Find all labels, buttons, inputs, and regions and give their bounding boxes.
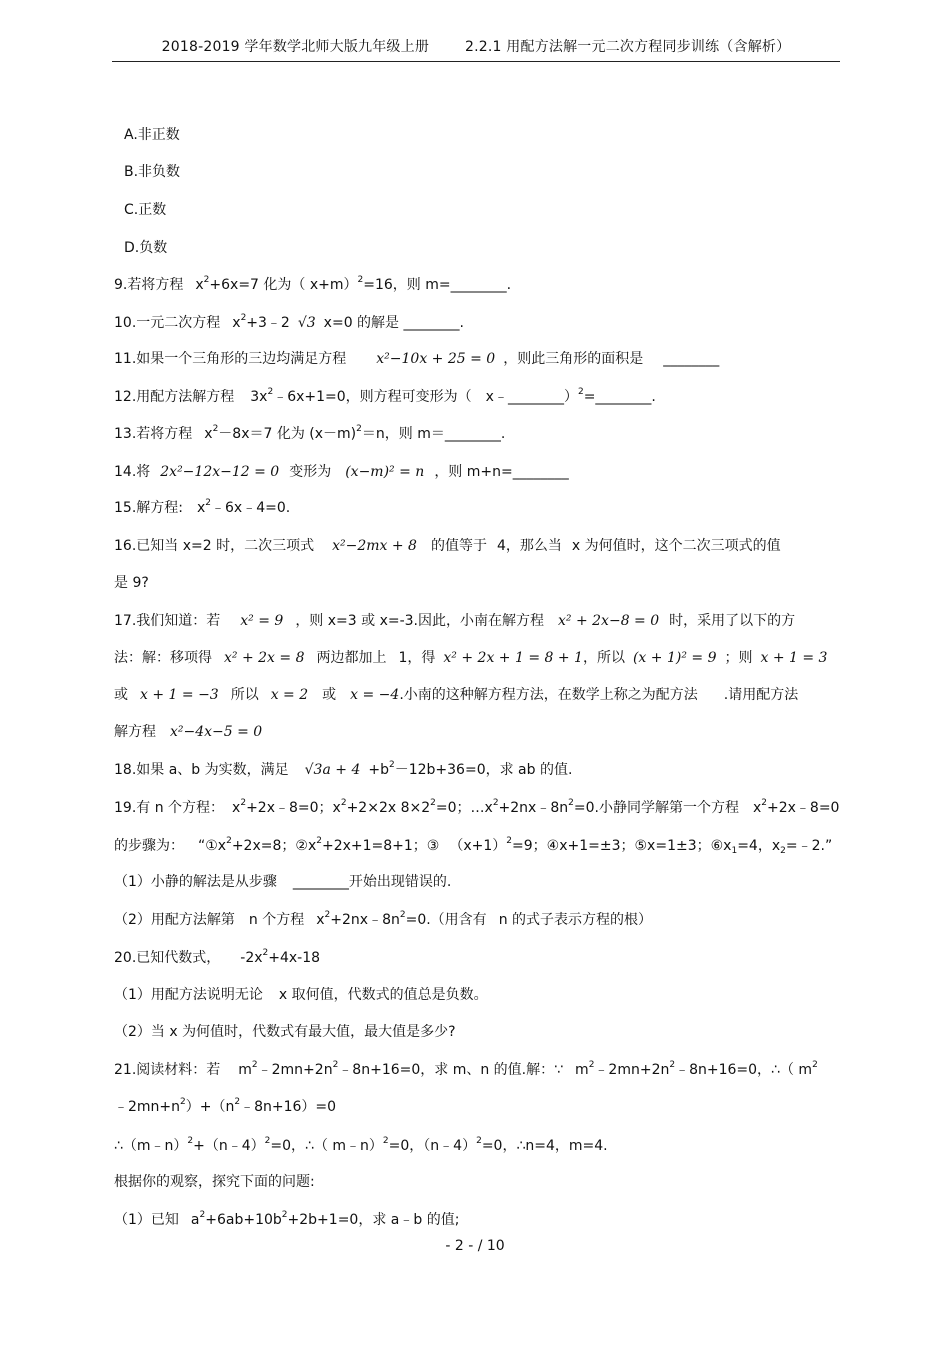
question-16: 16.已知当 x=2 时，二次三项式 x²−2mx + 8 的值等于 4，那么当 x 为何值时，这个二次三项式的值 [114,538,781,554]
equation-16: x²−2mx + 8 [332,538,417,554]
question-19-part1: （1）小静的解法是从步骤 ________开始出现错误的. [114,874,452,890]
question-15: 15.解方程: $x^2﹣6x﹣4=0$. [114,498,291,516]
question-21: 21.阅读材料：若 $m^2﹣2mn+2n^2﹣8n+16=0$，求 m、n 的值.解：∵ $m^2﹣2mn+2n^2﹣8n+16=0$，∴（ $m^2$ [114,1060,818,1078]
header-rule [112,61,840,62]
question-20: 20.已知代数式， $-2x^2+4x-18$ [114,948,321,966]
equation-11: x²−10x + 25 = 0 [376,351,496,367]
question-20-part2: （2）当 x 为何值时，代数式有最大值，最大值是多少? [114,1024,456,1040]
equation-14b: (x−m)² = n [345,464,425,480]
question-17-line2: 法：解：移项得 x² + 2x = 8 两边都加上 1，得 x² + 2x + 1 = 8 + 1，所以 (x + 1)² = 9 ；则 x + 1 = 3 [114,650,828,666]
question-16-cont: 是 9? [114,575,149,591]
header-left: 2018-2019 学年数学北师大版九年级上册 [161,39,430,55]
header-right: 2.2.1 用配方法解一元二次方程同步训练（含解析） [465,39,791,55]
question-11: 11.如果一个三角形的三边均满足方程 x²−10x + 25 = 0 ，则此三角形的面积是 ________ [114,351,720,367]
question-21-part1: （1）已知 $a^2+6ab+10b^2+2b+1=0$，求 a﹣b 的值; [114,1210,460,1228]
equation-14a: 2x²−12x−12 = 0 [160,464,280,480]
sqrt-3a-4: √3a + 4 [304,762,361,778]
question-21-line2: $﹣2mn+n^2)+(n^2﹣8n+16)=0$ [114,1097,337,1115]
question-19-part2: （2）用配方法解第 n 个方程 $x^2+2nx﹣8n^2=0$.（用含有 n 的式子表示方程的根） [114,910,653,928]
question-20-part1: （1）用配方法说明无论 x 取何值，代数式的值总是负数。 [114,987,488,1003]
page-header [112,36,840,56]
page-number: - 2 - / 10 [445,1238,505,1254]
question-9: 9.若将方程 $x^2+6x=7$ 化为（ x+m）$^2$=16，则 m=________. [114,275,512,293]
question-19: 19.有 n 个方程： $x^2+2x﹣8=0$；$x^2+2\times 2x$ $8\times 2^2=0$；$\dots x^2+2nx﹣8n^2=0$.小静同学解第一个方程 $x^2+2x﹣8=0$ [114,798,840,816]
sqrt3: √3 [297,315,316,331]
question-10: 10.一元二次方程 $x^2+3﹣2$ √3 x=0 的解是 ________. [114,313,464,331]
question-18: 18.如果 a、b 为实数，满足 $√3a + 4 +b^2-12b+36=0$，求 ab 的值. [114,760,573,778]
question-21-line3: ∴（m﹣n）$^2$+（n﹣4）$^2$=0，∴（ m﹣n）$^2$=0，（n﹣4）$^2$=0，∴n=4，m=4. [114,1136,608,1154]
question-17-line4: 解方程 x²−4x−5 = 0 [114,724,263,740]
question-13: 13.若将方程 $x^2-8x=7$ 化为 $(x-m)^2=n$，则 m＝________. [114,424,506,442]
question-14: 14.将 2x²−12x−12 = 0 变形为 (x−m)² = n ，则 m+n=________ [114,464,569,480]
question-17-line3: 或 x + 1 = −3 所以 x = 2 或 x = −4.小南的这种解方程方法，在数学上称之为配方法 .请用配方法 [114,687,799,703]
question-19-line2: 的步骤为： “$①x^2+2x=8$；$②x^2+2x+1=8+1$；③ $(x+1)^2=9$；④x+1=±3；⑤x=1±3；$⑥x_1=4$，$x_2=﹣2$.” [114,836,833,856]
option-d: D.负数 [124,240,168,256]
option-a: A.非正数 [124,127,180,143]
question-17: 17.我们知道：若 x² = 9 ，则 x=3 或 x=-3.因此，小南在解方程 x² + 2x−8 = 0 时，采用了以下的方 [114,613,796,629]
option-c: C.正数 [124,202,167,218]
option-b: B.非负数 [124,164,181,180]
question-12: 12.用配方法解方程 $3x^2﹣6x+1=0$，则方程可变形为（ x﹣________）$^2$=________. [114,387,656,405]
question-21-line4: 根据你的观察，探究下面的问题: [114,1174,315,1190]
